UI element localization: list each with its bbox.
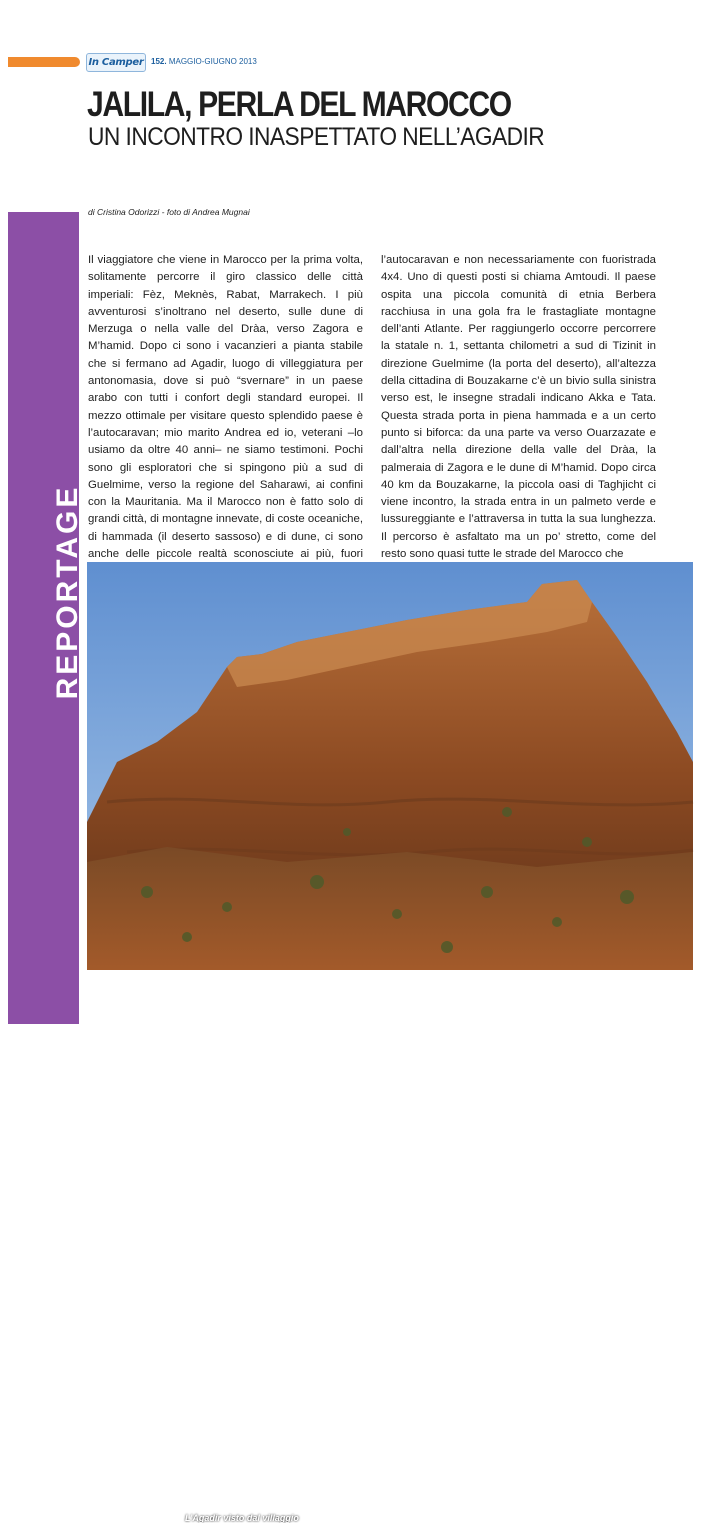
header-accent-bar <box>8 57 80 67</box>
article-column-1: Il viaggiatore che viene in Marocco per la prima volta, solitamente percorre il giro classico delle città imperiali: Fèz, Meknès, Rabat, Marrakech. I più avventurosi s’inoltrano nel deserto, sulle dune di Merzuga o nella valle del Dràa, verso Zagora e M’hamid. Dopo ci sono i vacanzieri a pianta stabile che si fermano ad Agadir, luogo di villeggiatura per antonomasia, dove si può “svernare” in un paese arabo con tutti i confort degli standard europei. Il mezzo ottimale per visitare questo splendido paese è l’autocaravan; mio marito Andrea ed io, veterani –lo usiamo da oltre 40 anni– ne siamo testimoni. Pochi sono gli esploratori che si spingono più a sud di Guelmime, verso la regione del Saharawi, ai confini con la Mauritania. Ma il Marocco non è fatto solo di grandi città, di montagne innevate, di coste oceaniche, di hammada (il deserto sassoso) e di dune, ci sono anche delle piccole realtà sconosciute ai più, fuori <box>88 254 363 561</box>
issue-number: 152. <box>151 57 167 66</box>
issue-info <box>151 57 257 66</box>
article-column-2: l’autocaravan e non necessariamente con fuoristrada 4x4. Uno di questi posti si chiama Amtoudi. Il paese ospita una piccola comunità di etnia Berbera racchiusa in una gola fra le frastagliate montagne dell’anti Atlante. Per raggiungerlo occorre percorrere la statale n. 1, settanta chilometri a sud di Tizinit in direzione Guelmime (la porta del deserto), all’altezza della cittadina di Bouzakarne c’è un bivio sulla sinistra verso est, le insegne stradali indicano Akka e Tata. Questa strada porta in piena hammada e a un certo punto si biforca: da una parte va verso Ouarzazate e dall’altra nella direzione della valle del Dràa, la palmeraia di Zagora e le dune di M’hamid. Dopo circa 40 km da Bouzakarne, la piccola oasi di Taghjicht ci viene incontro, la strada entra in un palmeto verde e lussureggiante e l’attraversa in tutta la sua lunghezza. Il percorso è asfaltato ma un po’ stretto, come del resto sono quasi tutte le strade del Marocco che <box>381 254 656 561</box>
section-sidebar <box>8 212 84 1182</box>
article-photo <box>87 562 693 1523</box>
article-byline: di Cristina Odorizzi - foto di Andrea Mugnai <box>88 207 250 217</box>
article-title: JALILA, PERLA DEL MAROCCO <box>87 85 511 124</box>
mountain-photo-illustration <box>87 562 693 970</box>
magazine-logo: In Camper <box>86 53 146 72</box>
photo-caption: L’Agadir visto dal villaggio <box>185 1513 299 1523</box>
issue-date: MAGGIO-GIUGNO 2013 <box>168 57 257 66</box>
article-subtitle: UN INCONTRO INASPETTATO NELL’AGADIR <box>88 123 545 151</box>
page-number: 22 <box>64 1166 80 1182</box>
section-label: REPORTAGE <box>51 484 84 700</box>
